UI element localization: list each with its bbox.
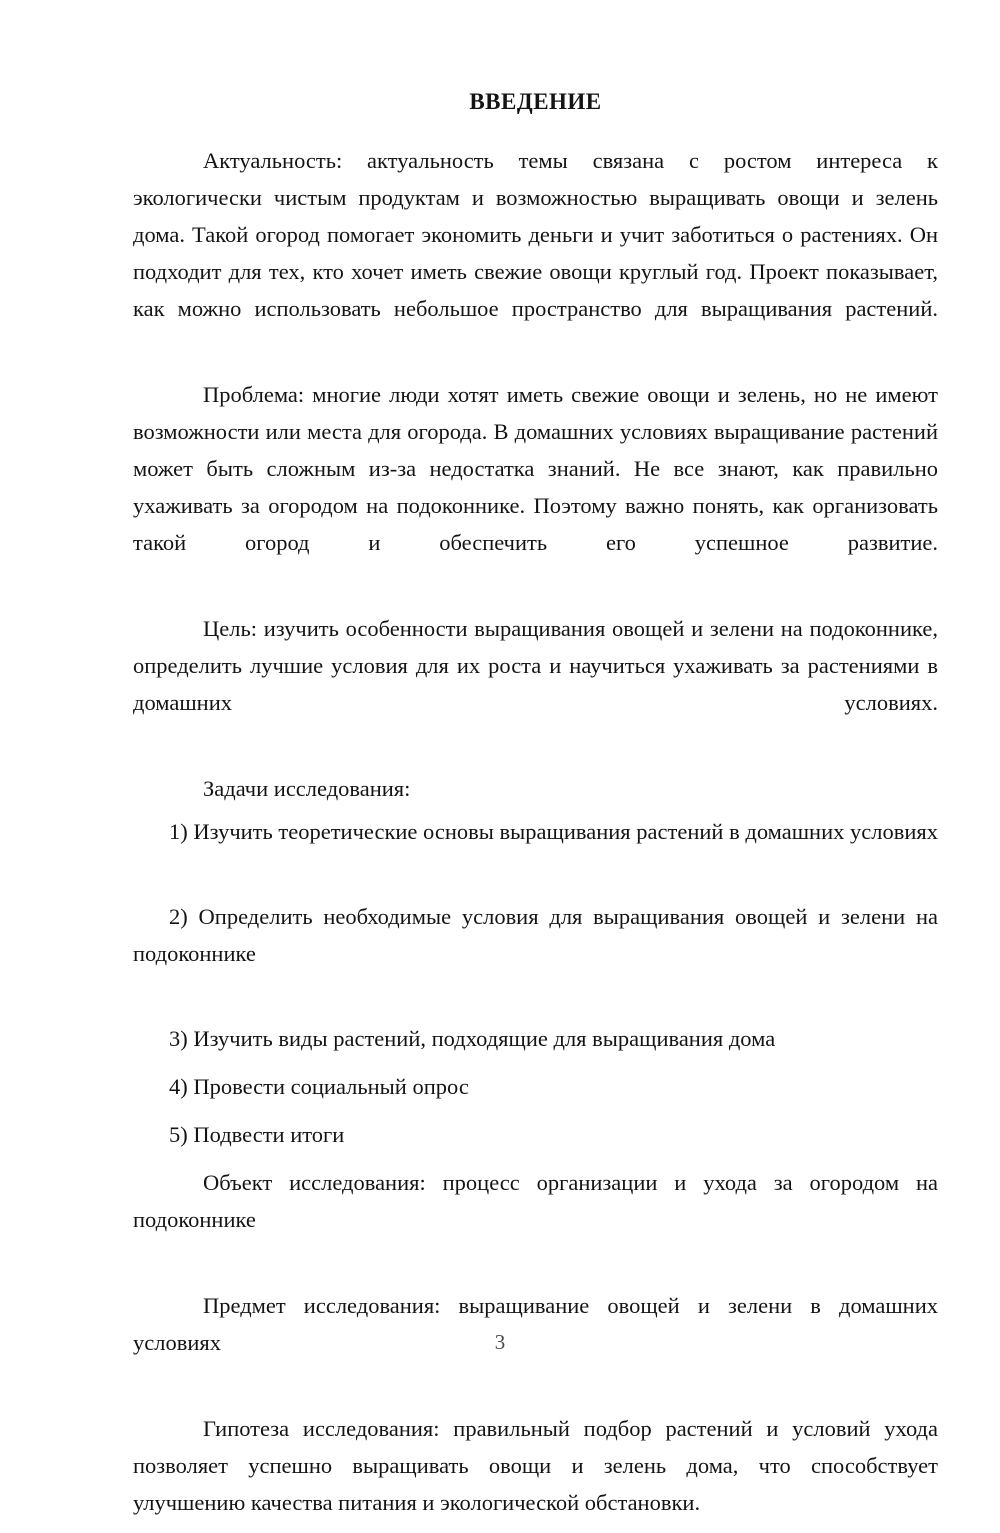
task-number: 3) — [169, 1025, 188, 1051]
task-text: Провести социальный опрос — [193, 1073, 469, 1099]
paragraph-hypothesis: Гипотеза исследования: правильный подбор растений и условий ухода позволяет успешно выращивать овощи и зелень дома, что способствует улучшению качества питания и экологической обстановки. — [133, 1415, 938, 1515]
page-title: ВВЕДЕНИЕ — [469, 89, 602, 114]
paragraph-object: Объект исследования: процесс организации и ухода за огородом на подоконнике — [133, 1169, 938, 1232]
paragraph-relevance: Актуальность: актуальность темы связана с ростом интереса к экологически чистым продуктам и возможностью выращивать овощи и зелень дома. Такой огород помогает экономить деньги и учит заботиться о растениях. Он подходит для тех, кто хочет иметь свежие овощи круглый год. Проект показывает, как можно использовать небольшое пространство для выращивания растений. — [133, 147, 938, 321]
paragraph-subject: Предмет исследования: выращивание овощей и зелени в домашних условиях — [133, 1292, 938, 1355]
task-text: Подвести итоги — [193, 1121, 345, 1147]
task-number: 4) — [169, 1073, 188, 1099]
list-item — [133, 1068, 938, 1105]
list-item — [133, 1116, 938, 1153]
tasks-heading: Задачи исследования: — [203, 775, 411, 801]
tasks-list — [133, 813, 938, 1153]
task-text: Определить необходимые условия для выращивания овощей и зелени на подоконнике — [133, 903, 938, 966]
task-number: 2) — [169, 903, 188, 929]
page-number: 3 — [494, 1330, 506, 1354]
paragraph-goal: Цель: изучить особенности выращивания овощей и зелени на подоконнике, определить лучшие условия для их роста и научиться ухаживать за растениями в домашних условиях. — [133, 615, 938, 715]
list-item — [133, 898, 938, 1009]
task-number: 5) — [169, 1121, 188, 1147]
list-item — [133, 1020, 938, 1057]
task-number: 1) — [169, 818, 188, 844]
task-text: Изучить теоретические основы выращивания растений в домашних условиях — [193, 818, 938, 844]
paragraph-problem: Проблема: многие люди хотят иметь свежие овощи и зелень, но не имеют возможности или места для огорода. В домашних условиях выращивание растений может быть сложным из-за недостатка знаний. Не все знают, как правильно ухаживать за огородом на подоконнике. Поэтому важно понять, как организовать такой огород и обеспечить его успешное развитие. — [133, 381, 938, 555]
list-item — [133, 813, 938, 887]
task-text: Изучить виды растений, подходящие для выращивания дома — [193, 1025, 776, 1051]
document-body — [133, 88, 938, 1533]
